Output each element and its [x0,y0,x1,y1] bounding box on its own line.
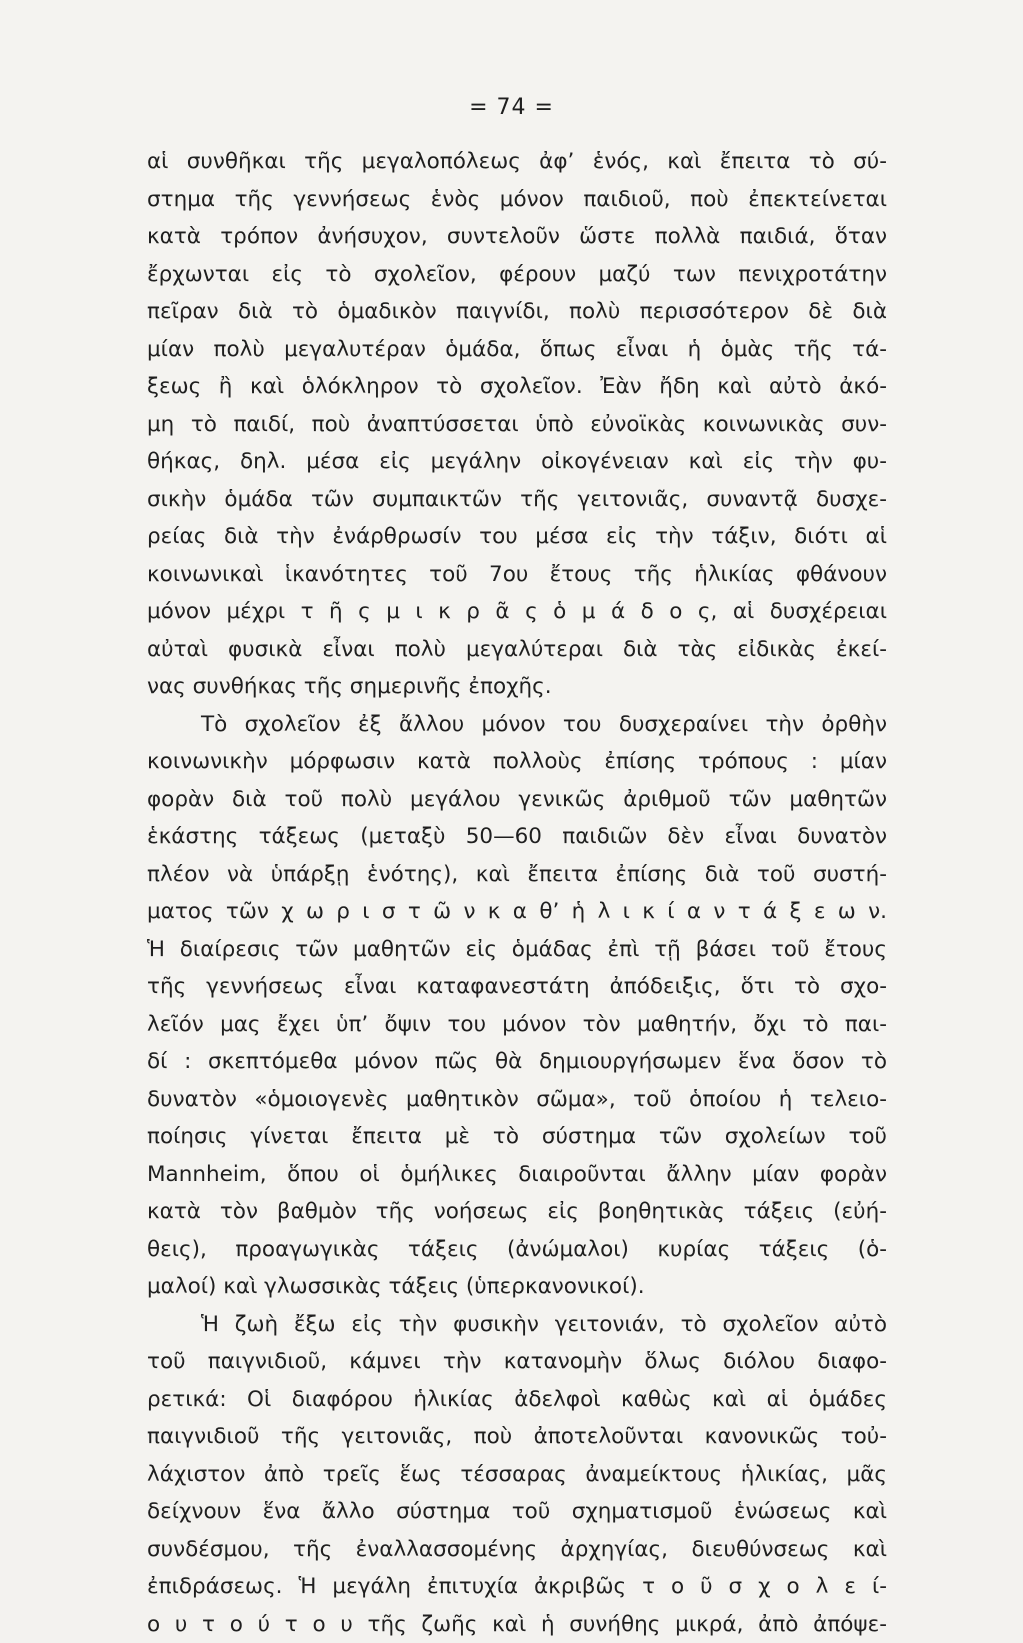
text-line: μόνον μέχρι τ ῆ ς μ ι κ ρ ᾶ ς ὁ μ ά δ ο ς, αἱ δυσχέρειαι [147,593,887,631]
text-line: ἑκάστης τάξεως (μεταξὺ 50—60 παιδιῶν δὲν εἶναι δυνατὸν [147,818,887,856]
text-line: ματος τῶν χ ω ρ ι σ τ ῶ ν κ α θ’ ἡ λ ι κ ί α ν τ ά ξ ε ω ν. [147,893,887,931]
text-line: μίαν πολὺ μεγαλυτέραν ὁμάδα, ὅπως εἶναι ἡ ὁμὰς τῆς τά- [147,331,887,369]
text-line: Ἡ ζωὴ ἔξω εἰς τὴν φυσικὴν γειτονιάν, τὸ σχολεῖον αὐτὸ [147,1306,887,1344]
text-line: αἱ συνθῆκαι τῆς μεγαλοπόλεως ἀφ’ ἑνός, καὶ ἔπειτα τὸ σύ- [147,143,887,181]
text-line: κοινωνικὴν μόρφωσιν κατὰ πολλοὺς ἐπίσης τρόπους : μίαν [147,743,887,781]
text-line: νας συνθήκας τῆς σημερινῆς ἐποχῆς. [147,668,887,706]
text-line: τῆς γεννήσεως εἶναι καταφανεστάτη ἀπόδειξις, ὅτι τὸ σχο- [147,968,887,1006]
text-line: κατὰ τρόπον ἀνήσυχον, συντελοῦν ὥστε πολλὰ παιδιά, ὅταν [147,218,887,256]
text-line: δείχνουν ἕνα ἄλλο σύστημα τοῦ σχηματισμοῦ ἑνώσεως καὶ [147,1493,887,1531]
text-line: λεῖόν μας ἔχει ὑπ’ ὄψιν του μόνον τὸν μαθητήν, ὄχι τὸ παι- [147,1006,887,1044]
text-line: θεις), προαγωγικὰς τάξεις (ἀνώμαλοι) κυρίας τάξεις (ὁ- [147,1231,887,1269]
text-line: λάχιστον ἀπὸ τρεῖς ἕως τέσσαρας ἀναμείκτους ἡλικίας, μᾶς [147,1456,887,1494]
text-line: πλέον νὰ ὑπάρξῃ ἑνότης), καὶ ἔπειτα ἐπίσης διὰ τοῦ συστή- [147,856,887,894]
text-line: Τὸ σχολεῖον ἐξ ἄλλου μόνον του δυσχεραίνει τὴν ὀρθὴν [147,706,887,744]
text-line: μη τὸ παιδί, ποὺ ἀναπτύσσεται ὑπὸ εὐνοϊκὰς κοινωνικὰς συν- [147,406,887,444]
text-line: τοῦ παιγνιδιοῦ, κάμνει τὴν κατανομὴν ὅλως διόλου διαφο- [147,1343,887,1381]
text-line: πεῖραν διὰ τὸ ὁμαδικὸν παιγνίδι, πολὺ περισσότερον δὲ διὰ [147,293,887,331]
text-line: ρείας διὰ τὴν ἐνάρθρωσίν του μέσα εἰς τὴν τάξιν, διότι αἱ [147,518,887,556]
text-line: ποίησις γίνεται ἔπειτα μὲ τὸ σύστημα τῶν σχολείων τοῦ [147,1118,887,1156]
text-line: Mannheim, ὅπου οἱ ὁμήλικες διαιροῦνται ἄλλην μίαν φορὰν [147,1156,887,1194]
text-line: στημα τῆς γεννήσεως ἑνὸς μόνον παιδιοῦ, ποὺ ἐπεκτείνεται [147,181,887,219]
text-line: κατὰ τὸν βαθμὸν τῆς νοήσεως εἰς βοηθητικὰς τάξεις (εὐή- [147,1193,887,1231]
text-line: ο υ τ ο ύ τ ο υ τῆς ζωῆς καὶ ἡ συνήθης μικρά, ἀπὸ ἀπόψε- [147,1606,887,1643]
text-line: αὐταὶ φυσικὰ εἶναι πολὺ μεγαλύτεραι διὰ τὰς εἰδικὰς ἐκεί- [147,631,887,669]
text-line: θήκας, δηλ. μέσα εἰς μεγάλην οἰκογένειαν καὶ εἰς τὴν φυ- [147,443,887,481]
body-text [147,143,887,1643]
text-line: σικὴν ὁμάδα τῶν συμπαικτῶν τῆς γειτονιᾶς, συναντᾷ δυσχε- [147,481,887,519]
text-line: κοινωνικαὶ ἱκανότητες τοῦ 7ου ἔτους τῆς ἡλικίας φθάνουν [147,556,887,594]
text-line: ἐπιδράσεως. Ἡ μεγάλη ἐπιτυχία ἀκριβῶς τ ο ῦ σ χ ο λ ε ί- [147,1568,887,1606]
text-line: παιγνιδιοῦ τῆς γειτονιᾶς, ποὺ ἀποτελοῦνται κανονικῶς τοὐ- [147,1418,887,1456]
text-line: συνδέσμου, τῆς ἐναλλασσομένης ἀρχηγίας, διευθύνσεως καὶ [147,1531,887,1569]
text-line: ἔρχωνται εἰς τὸ σχολεῖον, φέρουν μαζύ των πενιχροτάτην [147,256,887,294]
text-line: δυνατὸν «ὁμοιογενὲς μαθητικὸν σῶμα», τοῦ ὁποίου ἡ τελειο- [147,1081,887,1119]
text-line: δί : σκεπτόμεθα μόνον πῶς θὰ δημιουργήσωμεν ἕνα ὅσον τὸ [147,1043,887,1081]
text-line: ξεως ἢ καὶ ὁλόκληρον τὸ σχολεῖον. Ἐὰν ἤδη καὶ αὐτὸ ἀκό- [147,368,887,406]
text-line: φορὰν διὰ τοῦ πολὺ μεγάλου γενικῶς ἀριθμοῦ τῶν μαθητῶν [147,781,887,819]
text-line: Ἡ διαίρεσις τῶν μαθητῶν εἰς ὁμάδας ἐπὶ τῇ βάσει τοῦ ἔτους [147,931,887,969]
text-line: μαλοί) καὶ γλωσσικὰς τάξεις (ὑπερκανονικοί). [147,1268,887,1306]
text-line: ρετικά: Οἱ διαφόρου ἡλικίας ἀδελφοὶ καθὼς καὶ αἱ ὁμάδες [147,1381,887,1419]
page-number: = 74 = [0,95,1023,120]
